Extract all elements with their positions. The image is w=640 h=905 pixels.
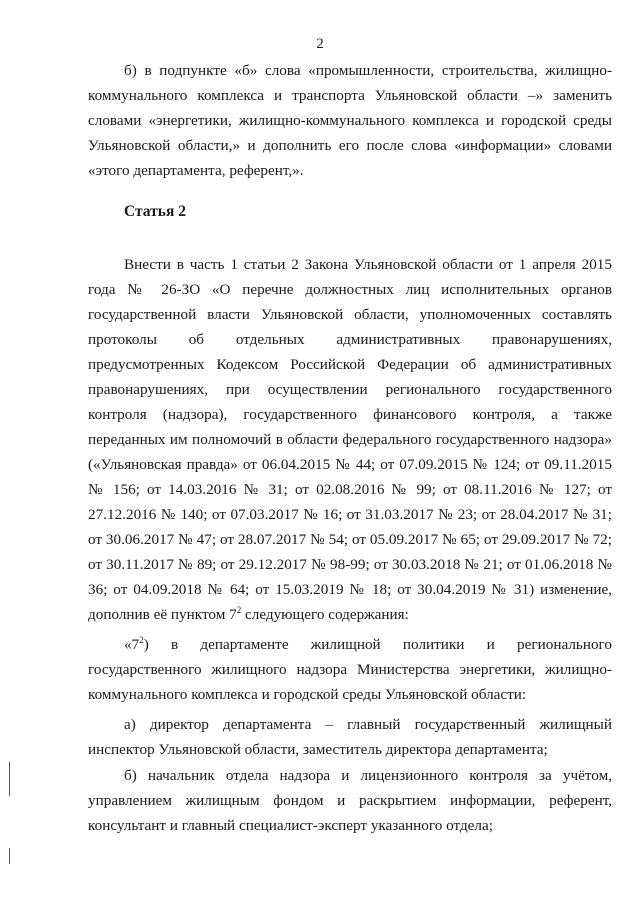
point-7-2-open: «7 bbox=[124, 636, 140, 653]
point-7-2-paragraph bbox=[88, 632, 612, 707]
page-number: 2 bbox=[316, 36, 324, 52]
amendment-paragraph-b: б) в подпункте «б» слова «промышленности, строительства, жилищно-коммунального комплекса и транспорта Ульяновской области –» заменить словами «энергетики, жилищно-коммунального комплекса и городской среды Ульяновской области,» и дополнить его после слова «информации» словами «этого департамента, референт,». bbox=[88, 62, 612, 179]
article-heading: Статья 2 bbox=[124, 203, 186, 220]
article-body-text: Внести в часть 1 статьи 2 Закона Ульяновской области от 1 апреля 2015 года № 26-ЗО «О перечне должностных лиц исполнительных органов государственной власти Ульяновской области, уполномоченных составлять протоколы об отдельных административных правонарушениях, предусмотренных Кодексом Российской Федерации об административных правонарушениях, при осуществлении регионального государственного контроля (надзора), государственного финансового контроля, а также переданных им полномочий в области федерального государственного надзора» («Ульяновская правда» от 06.04.2015 № 44; от 07.09.2015 № 124; от 09.11.2015 № 156; от 14.03.2016 № 31; от 02.08.2016 № 99; от 08.11.2016 № 127; от 27.12.2016 № 140; от 07.03.2017 № 16; от 31.03.2017 № 23; от 28.04.2017 № 31; от 30.06.2017 № 47; от 28.07.2017 № 54; от 05.09.2017 № 65; от 29.09.2017 № 72; от 30.11.2017 № 89; от 29.12.2017 № 98-99; от 30.03.2018 № 21; от 01.06.2018 № 36; от 04.09.2018 № 64; от 15.03.2019 № 18; от 30.04.2019 № 31) изменение, дополнив её пунктом 7 bbox=[88, 256, 612, 623]
point-7-2-superscript: 2 bbox=[139, 634, 144, 645]
subpoint-b: б) начальник отдела надзора и лицензионного контроля за учётом, управлением жилищным фондом и раскрытием информации, референт, консультант и главный специалист-эксперт указанного отдела; bbox=[88, 767, 612, 834]
article-body-superscript: 2 bbox=[236, 604, 242, 615]
point-7-2-text: ) в департаменте жилищной политики и регионального государственного жилищного надзора Министерства энергетики, жилищно-коммунального комплекса и городской среды Ульяновской области: bbox=[88, 636, 612, 703]
article-body-paragraph bbox=[88, 252, 612, 627]
subpoint-a: а) директор департамента – главный государственный жилищный инспектор Ульяновской области, заместитель директора департамента; bbox=[88, 716, 612, 758]
scan-margin-mark bbox=[9, 848, 10, 864]
article-body-tail: следующего содержания: bbox=[241, 606, 409, 623]
scan-margin-mark bbox=[9, 762, 10, 796]
